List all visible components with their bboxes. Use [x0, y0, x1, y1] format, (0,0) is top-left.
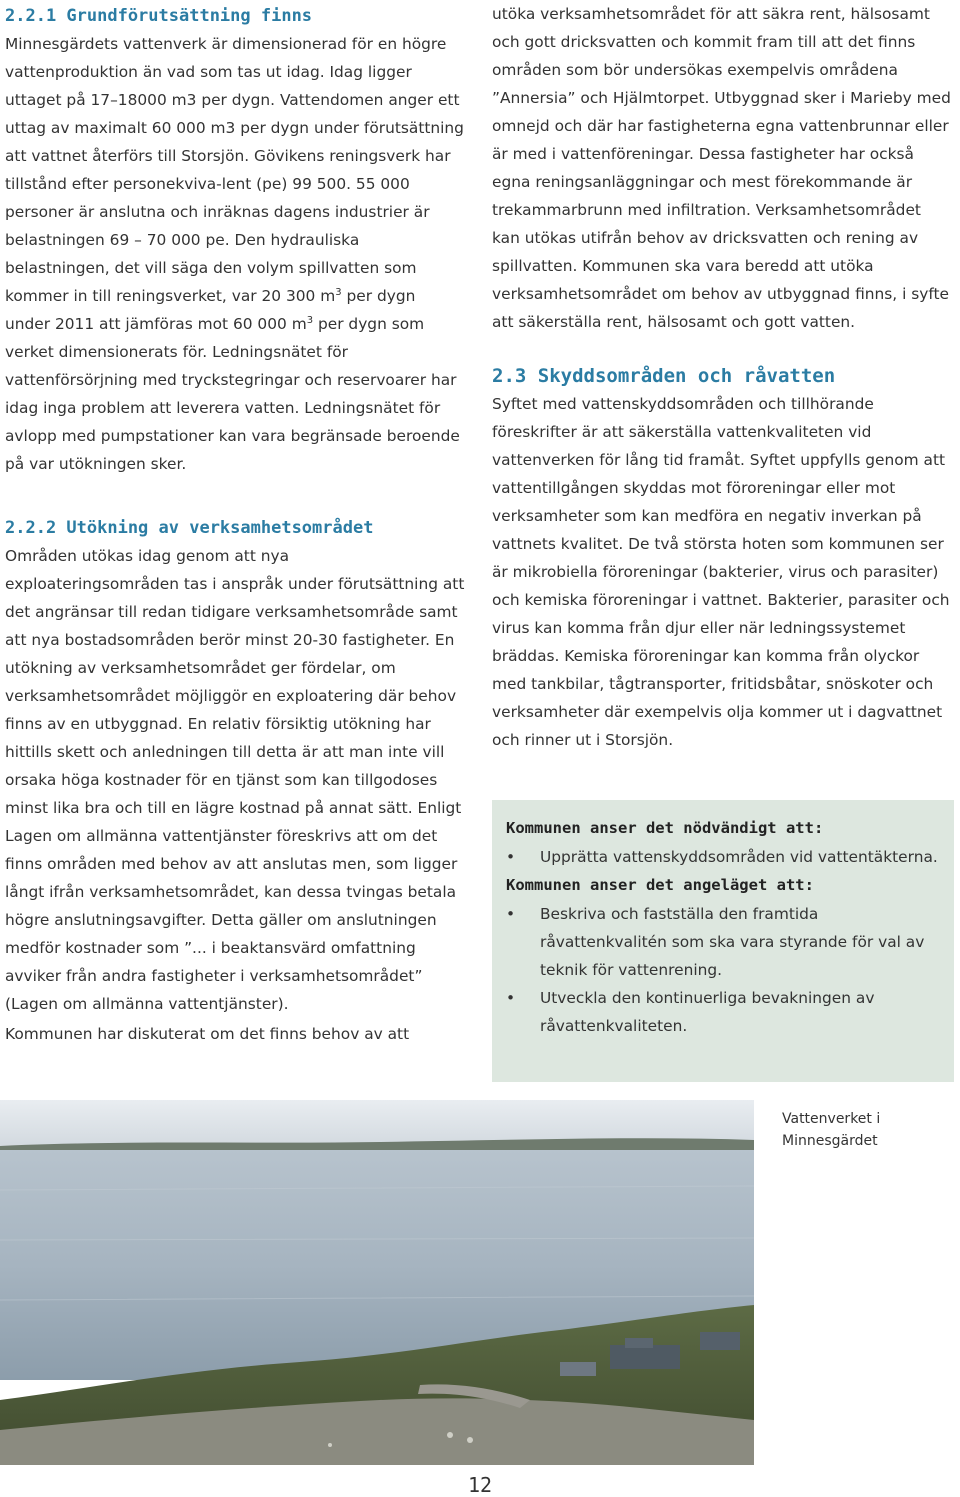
photo-caption: Vattenverket i Minnesgärdet — [782, 1111, 881, 1149]
list-item: • Utveckla den kontinuerliga bevakningen av råvattenkvaliteten. — [506, 984, 938, 1040]
right-column — [492, 0, 952, 754]
necessary-list — [506, 843, 938, 871]
list-item: • Beskriva och fastställa den framtida råvattenkvalitén som ska vara styrande för val av teknik för vattenrening. — [506, 900, 938, 984]
aerial-photo-waterworks — [0, 1100, 754, 1465]
left-column — [5, 0, 465, 1048]
aerial-photo-illustration — [0, 1100, 754, 1465]
paragraph-text: per dygn som verket dimensionerats för. Ledningsnätet för vattenförsörjning med tryckstegringar och reservoarer har idag inga problem att leverera vatten. Ledningsnätet för avlopp med pumpstationer kan vara begränsade beroende på var utökningen sker. — [5, 315, 460, 473]
section-heading-2-3: 2.3 Skyddsområden och råvatten — [492, 365, 836, 387]
paragraph-text: per dygn under 2011 att jämföras mot 60 000 m — [5, 287, 416, 333]
body-paragraph — [5, 30, 465, 478]
body-paragraph: utöka verksamhetsområdet för att säkra rent, hälsosamt och gott dricksvatten och kommit fram till att det finns områden som bör undersökas exempelvis områdena ”Annersia” och Hjälmtorpet. Utbyggnad sker i Marieby med omnejd och där har fastigheterna egna vattenbrunnar eller är med i vattenföreningar. Dessa fastigheter har också egna reningsanläggningar och mest förekommande är trekammarbrunn med infiltration. Verksamhetsområdet kan utökas utifrån behov av dricksvatten och rening av spillvatten. Kommunen ska vara beredd att utöka verksamhetsområdet om behov av utbyggnad finns, i syfte att säkerställa rent, hälsosamt och gott vatten. — [492, 5, 951, 331]
superscript: 3 — [335, 286, 342, 298]
list-item: • Upprätta vattenskyddsområden vid vattentäkterna. — [506, 843, 938, 871]
section-heading-2-2-2: 2.2.2 Utökning av verksamhetsområdet — [5, 518, 374, 538]
body-paragraph: Syftet med vattenskyddsområden och tillhörande föreskrifter är att säkerställa vattenkvaliteten vid vattenverken för lång tid framåt. Syftet uppfylls genom att vattentillgången skyddas mot föroreningar eller mot verksamheter som kan medföra en negativ inverkan på vattnets kvalitet. De två största hoten som kommunen ser är mikrobiella föroreningar (bakterier, virus och parasiter) och kemiska föroreningar i vattnet. Bakterier, parasiter och virus kan komma från djur eller när ledningssystemet bräddas. Kemiska föroreningar kan komma från olyckor med tankbilar, tågtransporter, fritidsbåtar, snöskoter och verksamheter där exempelvis olja kommer ut i dagvattnet och rinner ut i Storsjön. — [492, 395, 950, 749]
superscript: 3 — [306, 314, 314, 326]
body-paragraph: Områden utökas idag genom att nya exploateringsområden tas i anspråk under förutsättning att det angränsar till redan tidigare verksamhetsområde samt att nya bostadsområden berör minst 20-30 fastigheter. En utökning av verksamhetsområdet ger fördelar, om verksamhetsområdet möjliggör en exploatering där behov finns av en utbyggnad. En relativ försiktig utökning har hittills skett och anledningen till detta är att man inte vill orsaka höga kostnader för en tjänst som kan tillgodoses minst lika bra och till en lägre kostnad på annat sätt. Enligt Lagen om allmänna vattentjänster föreskrivs att om det finns områden med behov av att anslutas men, som ligger långt ifrån verksamhetsområdet, kan dessa tvingas betala högre anslutningsavgifter. Detta gäller om anslutningen medför kostnader som ”... i beaktansvärd omfattning avviker från andra fastigheter i verksamhetsområdet” (Lagen om allmänna vattentjänster). — [5, 547, 465, 1013]
box-heading-necessary: Kommunen anser det nödvändigt att: — [506, 819, 824, 837]
important-list — [506, 900, 938, 1040]
body-paragraph: Kommunen har diskuterat om det finns behov av att — [5, 1025, 410, 1043]
section-heading-2-2-1: 2.2.1 Grundförutsättning finns — [5, 6, 313, 26]
page-number: 12 — [468, 1473, 493, 1497]
box-heading-important: Kommunen anser det angeläget att: — [506, 876, 814, 894]
paragraph-text: Minnesgärdets vattenverk är dimensionerad för en högre vattenproduktion än vad som tas ut idag. Idag ligger uttaget på 17–18000 m3 per dygn. Vattendomen anger ett uttag av maximalt 60 000 m3 per dygn under förutsättning att vattnet återförs till Storsjön. Gövikens reningsverk har tillstånd efter personekviva-lent (pe) 99 500. 55 000 personer är anslutna och inräknas dagens industrier är belastningen 69 – 70 000 pe. Den hydrauliska belastningen, det vill säga den volym spillvatten som kommer in till reningsverket, var 20 300 m — [5, 35, 464, 305]
recommendation-box — [492, 800, 954, 1082]
